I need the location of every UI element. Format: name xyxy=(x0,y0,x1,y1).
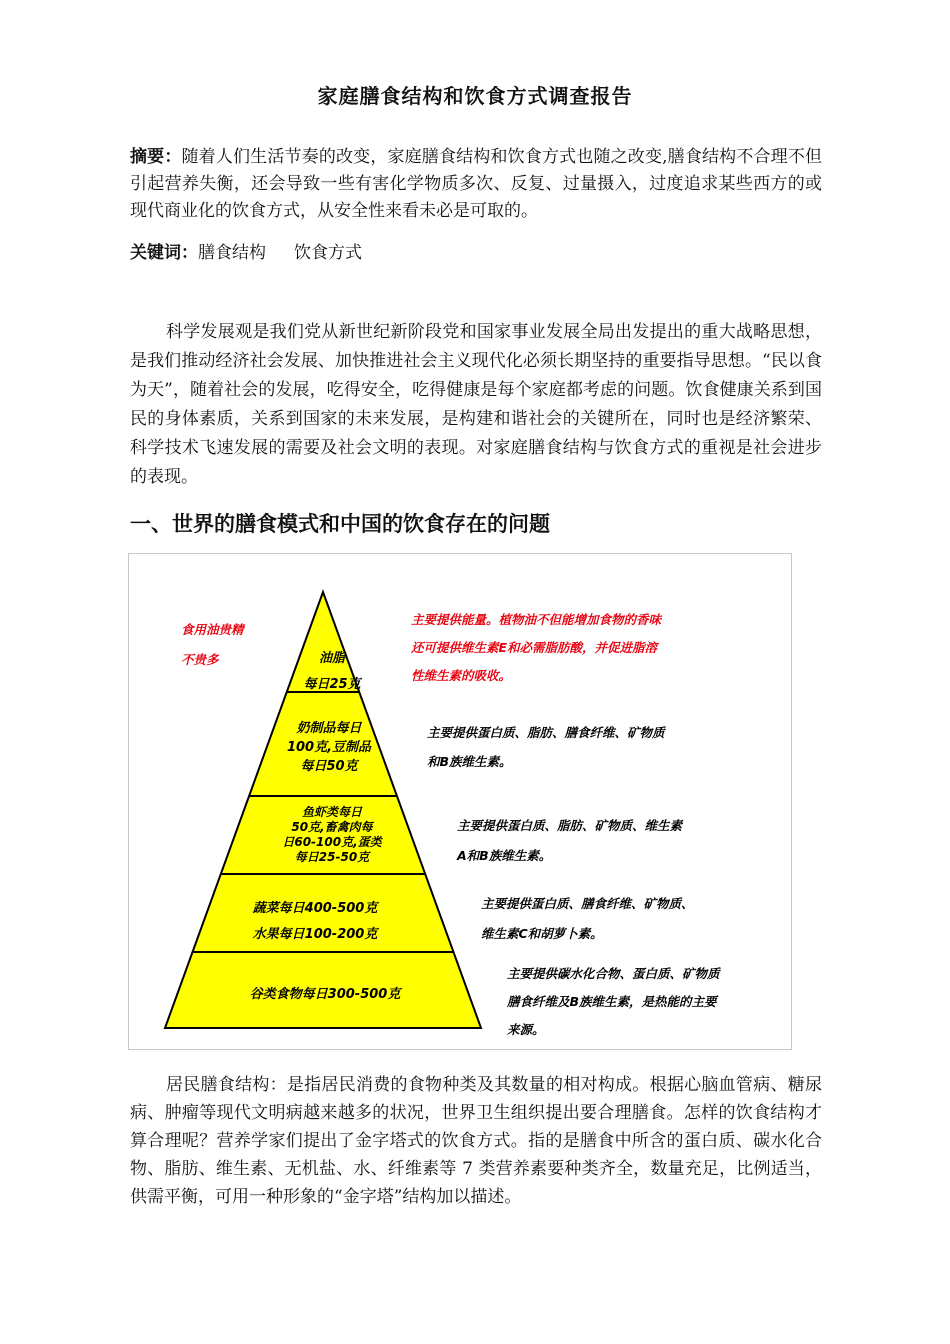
pyramid-level-label: 100克,豆制品 xyxy=(286,740,372,755)
pyramid-level-label: 50克,畜禽肉每 xyxy=(291,820,373,834)
report-title: 家庭膳食结构和饮食方式调查报告 xyxy=(317,84,633,108)
pyramid-level-description: 膳食纤维及B族维生素，是热能的主要 xyxy=(507,994,717,1009)
abstract-label: 摘要： xyxy=(130,147,182,167)
pyramid-level-description: 性维生素的吸收。 xyxy=(411,668,512,683)
pyramid-level-label: 油脂 xyxy=(318,651,346,666)
pyramid-level-description: 和B族维生素。 xyxy=(427,754,512,769)
keywords-label: 关键词： xyxy=(130,243,198,263)
abstract-text: 随着人们生活节奏的改变，家庭膳食结构和饮食方式也随之改变,膳食结构不合理不但引起营养失衡，还会导致一些有害化学物质多次、反复、过量摄入，过度追求某些西方的或现代商业化的饮食方式，从安全性来看未必是可取的。 xyxy=(130,147,823,221)
abstract xyxy=(130,144,822,225)
pyramid-level-description: 主要提供碳水化合物、蛋白质、矿物质 xyxy=(507,966,720,981)
pyramid-side-note: 不贵多 xyxy=(181,652,219,667)
pyramid-level-description: 还可提供维生素E和必需脂肪酸，并促进脂溶 xyxy=(411,640,658,655)
pyramid-level-label: 蔬菜每日400-500克 xyxy=(252,901,378,916)
keyword-1: 膳食结构 xyxy=(198,243,266,263)
pyramid-level-label: 水果每日100-200克 xyxy=(252,927,378,942)
pyramid-level-label: 每日25克 xyxy=(303,677,361,692)
pyramid-level-label: 谷类食物每日300-500克 xyxy=(249,987,401,1002)
pyramid-level-label: 日60-100克,蛋类 xyxy=(282,835,382,849)
pyramid-level-label: 每日50克 xyxy=(300,759,358,774)
pyramid-level-description: 主要提供蛋白质、膳食纤维、矿物质、 xyxy=(481,896,694,911)
pyramid-level-description: A和B族维生素。 xyxy=(457,848,552,863)
keywords xyxy=(130,240,362,267)
keyword-2: 饮食方式 xyxy=(294,243,362,263)
pyramid-level-description: 来源。 xyxy=(507,1022,545,1037)
intro-paragraph: 科学发展观是我们党从新世纪新阶段党和国家事业发展全局出发提出的重大战略思想，是我们推动经济社会发展、加快推进社会主义现代化必须长期坚持的重要指导思想。“民以食为天”，随着社会的发展，吃得安全，吃得健康是每个家庭都考虑的问题。饮食健康关系到国民的身体素质，关系到国家的未来发展，是构建和谐社会的关键所在，同时也是经济繁荣、科学技术飞速发展的需要及社会文明的表现。对家庭膳食结构与饮食方式的重视是社会进步的表现。 xyxy=(130,322,822,487)
pyramid-level-label: 鱼虾类每日 xyxy=(301,805,363,819)
food-pyramid-figure xyxy=(128,553,792,1050)
pyramid-level-description: 主要提供蛋白质、脂肪、矿物质、维生素 xyxy=(457,818,683,833)
pyramid-level-description: 维生素C和胡萝卜素。 xyxy=(481,926,603,941)
pyramid-level-label: 每日25-50克 xyxy=(294,850,370,864)
pyramid-level-description: 主要提供蛋白质、脂肪、膳食纤维、矿物质 xyxy=(427,725,665,740)
section-heading-1: 一、世界的膳食模式和中国的饮食存在的问题 xyxy=(130,512,550,536)
food-pyramid-diagram xyxy=(129,554,791,1049)
diet-structure-paragraph: 居民膳食结构：是指居民消费的食物种类及其数量的相对构成。根据心脑血管病、糖尿病、肿瘤等现代文明病越来越多的状况，世界卫生组织提出要合理膳食。怎样的饮食结构才算合理呢？营养学家们提出了金字塔式的饮食方式。指的是膳食中所含的蛋白质、碳水化合物、脂肪、维生素、无机盐、水、纤维素等 7 类营养素要种类齐全，数量充足，比例适当，供需平衡，可用一种形象的“金字塔”结构加以描述。 xyxy=(130,1075,822,1207)
pyramid-side-note: 食用油贵精 xyxy=(181,622,244,637)
pyramid-level-label: 奶制品每日 xyxy=(296,721,362,736)
pyramid-level-description: 主要提供能量。植物油不但能增加食物的香味 xyxy=(411,612,662,627)
